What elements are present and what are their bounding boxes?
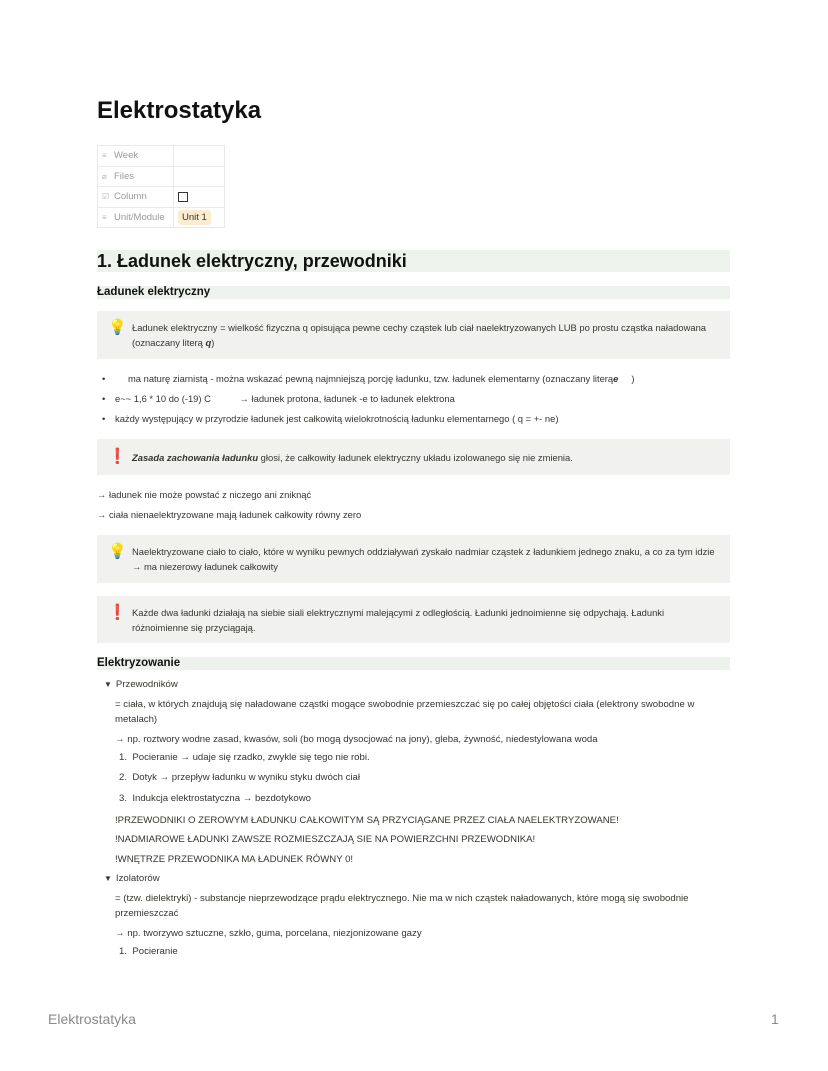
callout-definition xyxy=(97,311,730,359)
property-unit-module[interactable] xyxy=(98,207,225,228)
definition-text: = (tzw. dielektryki) - substancje nieprzewodzące prądu elektrycznego. Nie ma w nich cząstek naładowanych, które mogą się swobodnie przemieszczać xyxy=(115,893,689,919)
property-files[interactable] xyxy=(98,166,225,187)
bullet-end: ) xyxy=(631,373,635,384)
item-text: Indukcja elektrostatyczna → bezdotykowo xyxy=(132,793,311,804)
callout-charged-body xyxy=(97,535,730,583)
bullet-text: ma naturę ziarnistą - można wskazać pewną najmniejszą porcję ładunku, tzw. ładunek elementarny (oznaczany literą xyxy=(128,373,614,384)
property-value[interactable] xyxy=(174,146,225,167)
list-item: 3. Indukcja elektrostatyczna → bezdotykowo xyxy=(119,793,311,804)
bullet-text: e~~ 1,6 * 10 do (-19) C → ładunek protona, ładunek -e to ładunek elektrona xyxy=(115,393,455,404)
callout-forces xyxy=(97,596,730,643)
example-text: → np. roztwory wodne zasad, kwasów, soli (bo mogą dysocjować na jony), gleba, żywność, niedestylowana woda xyxy=(115,734,598,745)
list-icon: ≡ xyxy=(102,212,107,222)
lightbulb-icon: 💡 xyxy=(108,319,127,336)
callout-bold: Zasada zachowania ładunku xyxy=(132,452,259,463)
arrow-line: → ładunek nie może powstać z niczego ani zniknąć xyxy=(97,489,312,500)
toggle-label: Izolatorów xyxy=(115,873,160,884)
toggle-insulators[interactable] xyxy=(104,873,737,884)
exclamation-icon: ❗ xyxy=(108,604,127,621)
property-value[interactable] xyxy=(174,166,225,187)
callout-text: Każde dwa ładunki działają na siebie siali elektrycznymi malejącymi z odległością. Ładunki jednoimienne się odpychają. Ładunki różnoimienne się przyciągają. xyxy=(132,607,665,633)
callout-text: Ładunek elektryczny = wielkość fizyczna q opisująca pewne cechy cząstek lub ciał naelektryzowanych LUB po prostu cząstka naładowana (oznaczany literą xyxy=(132,322,707,348)
property-column[interactable] xyxy=(98,187,225,208)
page-title: Elektrostatyka xyxy=(97,97,262,124)
bullet-text: każdy występujący w przyrodzie ładunek jest całkowitą wielokrotnością ładunku elementarnego ( q = +- ne) xyxy=(115,413,559,424)
list-icon: ≡ xyxy=(102,151,107,161)
unit-tag[interactable]: Unit 1 xyxy=(178,210,211,225)
toggle-label: Przewodników xyxy=(115,679,178,690)
item-text: Dotyk → przepływ ładunku w wyniku styku dwóch ciał xyxy=(132,772,361,783)
page-number: 1 xyxy=(771,1011,779,1027)
list-item: 1. Pocieranie → udaje się rzadko, zwykle się tego nie robi. xyxy=(119,752,370,763)
property-label: Unit/Module xyxy=(114,211,165,223)
properties-table xyxy=(97,145,225,228)
lightbulb-icon: 💡 xyxy=(108,543,127,560)
column-checkbox[interactable] xyxy=(178,192,188,202)
checkbox-icon: ☑ xyxy=(102,192,110,202)
item-text: Pocieranie xyxy=(132,946,178,957)
heading-electrification: Elektryzowanie xyxy=(97,657,730,670)
callout-conservation xyxy=(97,439,730,475)
list-item: 1. Pocieranie xyxy=(119,946,178,957)
footer-title: Elektrostatyka xyxy=(48,1011,136,1027)
list-item: 2. Dotyk → przepływ ładunku w wyniku styku dwóch ciał xyxy=(119,772,361,783)
note-text: !NADMIAROWE ŁADUNKI ZAWSZE ROZMIESZCZAJĄ SIE NA POWIERZCHNI PRZEWODNIKA! xyxy=(115,834,536,845)
bullet-bold: e xyxy=(613,373,619,384)
property-label: Week xyxy=(114,150,139,162)
arrow-line: → ciała nienaelektryzowane mają ładunek całkowity równy zero xyxy=(97,509,362,520)
heading-charge: Ładunek elektryczny xyxy=(97,286,730,299)
property-label: Files xyxy=(114,170,135,182)
paperclip-icon: ⌀ xyxy=(102,171,107,181)
note-text: !PRZEWODNIKI O ZEROWYM ŁADUNKU CAŁKOWITYM SĄ PRZYCIĄGANE PRZEZ CIAŁA NAELEKTRYZOWANE! xyxy=(115,815,619,826)
property-label: Column xyxy=(114,191,147,203)
callout-text-end: ) xyxy=(211,337,215,348)
toggle-conductors[interactable] xyxy=(104,679,737,690)
list-item xyxy=(102,373,722,384)
callout-bold: q xyxy=(205,337,212,348)
property-week[interactable] xyxy=(98,146,225,167)
item-text: Pocieranie → udaje się rzadko, zwykle się tego nie robi. xyxy=(132,752,370,763)
list-item xyxy=(102,413,722,424)
callout-text: Naelektryzowane ciało to ciało, które w wyniku pewnych oddziaływań zyskało nadmiar cząstek z ładunkiem jednego znaku, a co za tym idzie → ma niezerowy ładunek całkowity xyxy=(132,546,715,572)
heading-1: 1. Ładunek elektryczny, przewodniki xyxy=(97,250,730,272)
note-text: !WNĘTRZE PRZEWODNIKA MA ŁADUNEK RÓWNY 0! xyxy=(115,854,354,865)
callout-text: głosi, że całkowity ładunek elektryczny układu izolowanego się nie zmienia. xyxy=(258,452,573,463)
triangle-down-icon[interactable]: ▼ xyxy=(104,874,112,883)
definition-text: = ciała, w których znajdują się naładowane cząstki mogące swobodnie przemieszczać się po całej objętości ciała (elektrony swobodne w metalach) xyxy=(115,699,695,725)
triangle-down-icon[interactable]: ▼ xyxy=(104,680,112,689)
exclamation-icon: ❗ xyxy=(108,448,127,465)
example-text: → np. tworzywo sztuczne, szkło, guma, porcelana, niezjonizowane gazy xyxy=(115,928,422,939)
list-item xyxy=(102,393,722,404)
